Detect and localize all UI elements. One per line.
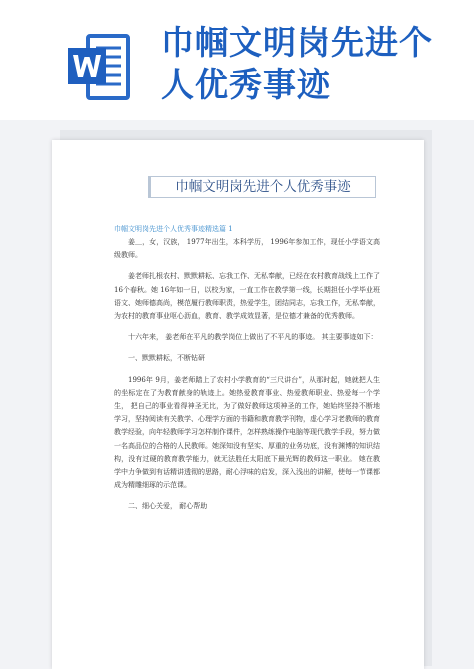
paragraph: 1996年 9月，姜老师踏上了农村小学教育的“三尺讲台”，从那时起，她就把人生的坐标定在了为教育献身的轨迹上。她热爱教育事业、热爱教师职业、热爱每一个学生， 把自己的事业看得神圣无比，为了做好教师这项神圣的工作，她始终坚持不断地学习，坚持阅读有关教学、心理学方面的书籍和教育教学刊物，虚心学习老教师的教育教学经验，向年轻教师学习怎样制作课件，怎样熟练操作电脑等现代教学手段，努力做一名高品位的合格的人民教师。她深知没有坚实、厚重的业务功底，没有渊博的知识结构，没有过硬的教育教学能力，就无法胜任太阳底下最光辉的教师这一职业。 她在教学中力争做到有话精讲透彻的思路，耐心浮味的启发，深入浅出的讲解，使每一节课都成为精雕细琢的示范课。 <box>114 375 380 490</box>
paragraph: 姜老师扎根农村、默默耕耘、忘我工作、无私奉献，已经在农村教育战线上工作了 16个春秋。她 16年如一日，以校为家，一直工作在教学第一线，长期担任小学毕业班语文、她师德高尚，模范履行教师职责，热爱学生，团结同志，忘我工作，无私奉献，为农村的教育事业呕心沥血，教育、教学成效显著，是位德才兼备的优秀教师。 <box>114 272 380 321</box>
section-subheading: 巾帼文明岗先进个人优秀事迹精选篇 1 <box>114 225 233 233</box>
paragraph-heading: 二、细心关爱， 耐心帮助 <box>128 502 208 511</box>
paragraph: 姜＿，女，汉族， 1977年出生，本科学历， 1996年参加工作，现任小学语文高级教师。 <box>114 238 380 260</box>
body-text <box>114 236 380 522</box>
paragraph: 十六年来， 姜老师在平凡的教学岗位上做出了不平凡的事迹。 其主要事迹如下： <box>128 333 378 342</box>
document-preview <box>52 140 424 669</box>
document-title: 巾帼文明岗先进个人优秀事迹 <box>161 23 433 104</box>
word-icon <box>66 30 132 104</box>
paragraph-heading: 一、默默耕耘，不断钻研 <box>128 354 205 363</box>
header <box>0 0 474 120</box>
paper-title: 巾帼文明岗先进个人优秀事迹 <box>148 176 376 198</box>
